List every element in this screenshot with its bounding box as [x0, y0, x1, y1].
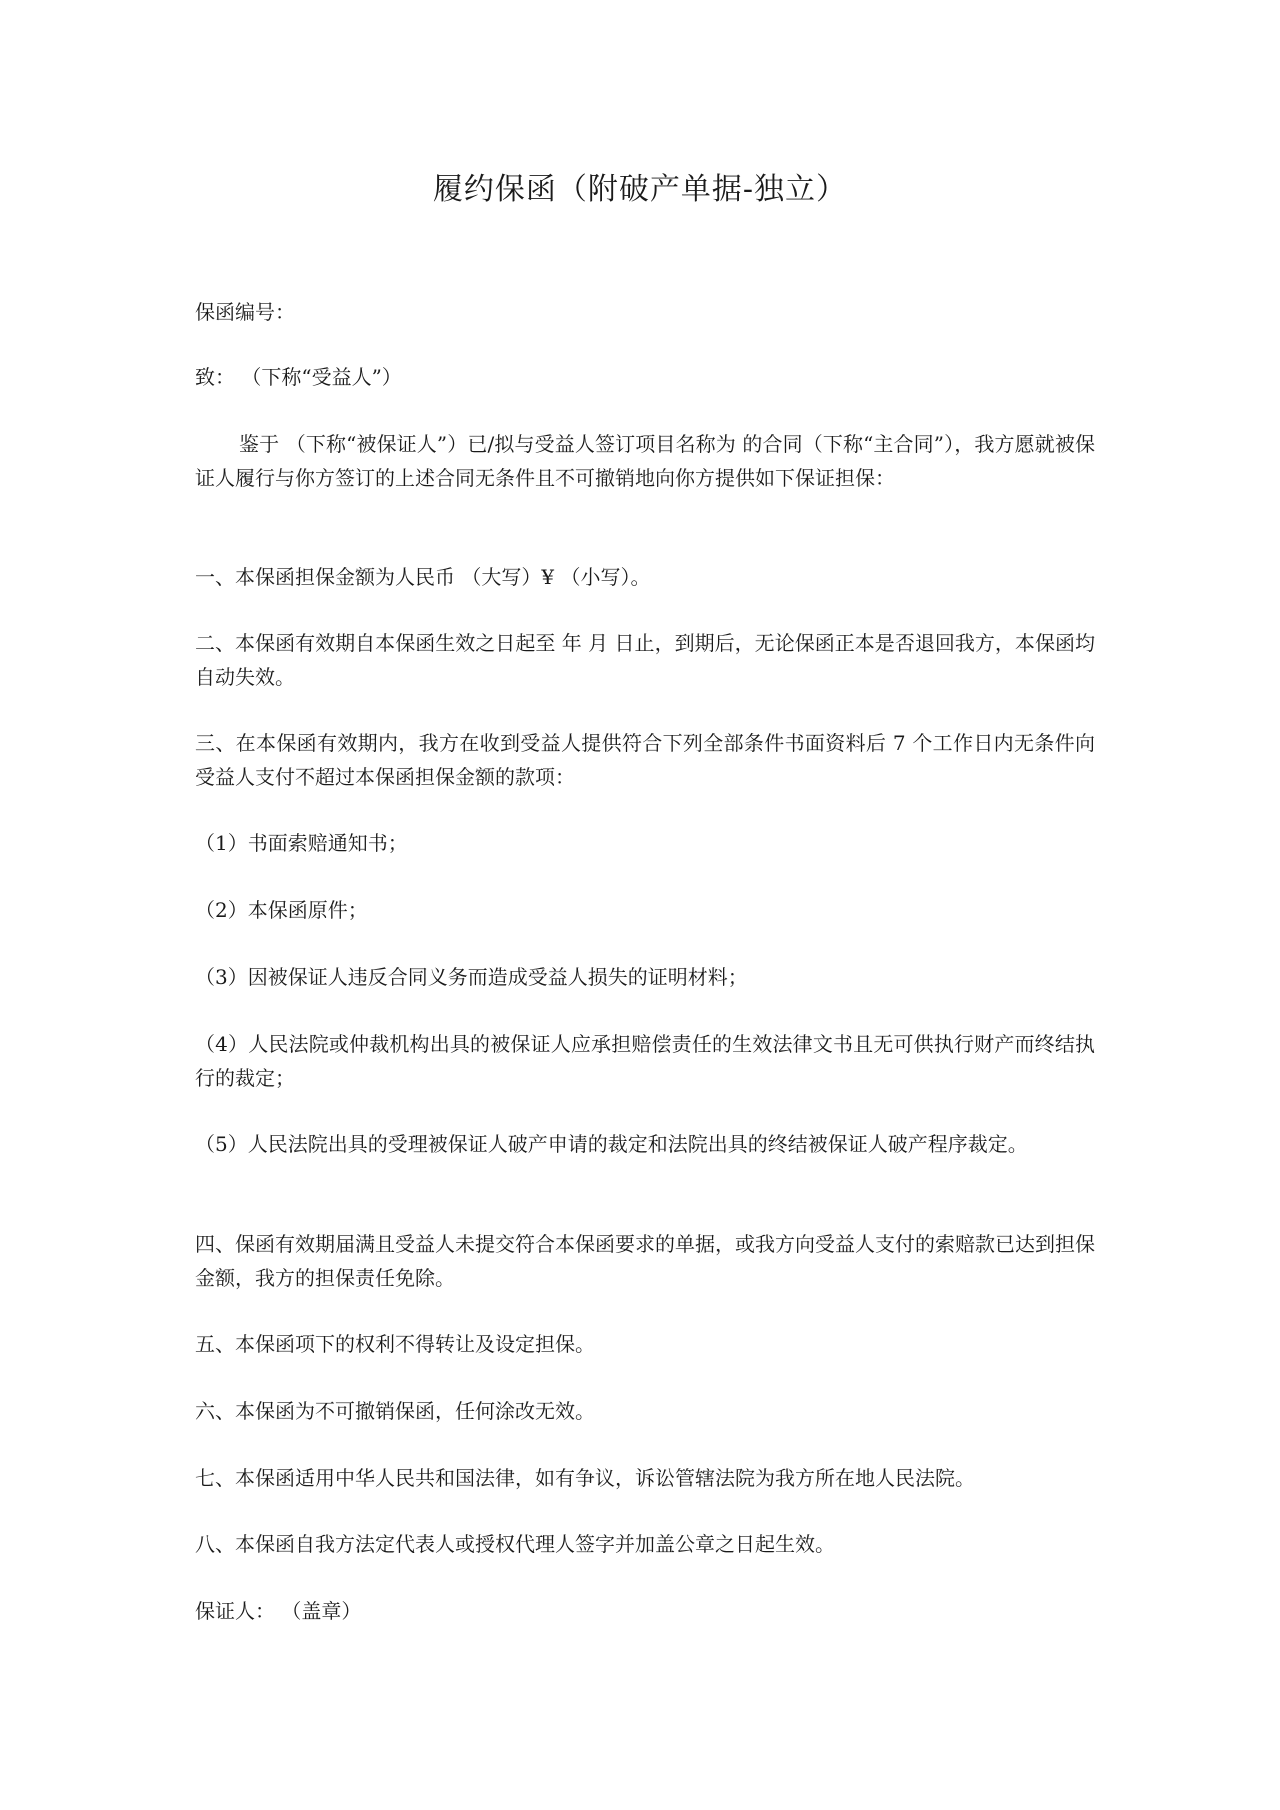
- clause-7: 七、本保函适用中华人民共和国法律，如有争议，诉讼管辖法院为我方所在地人民法院。: [195, 1466, 975, 1490]
- guarantor-line: 保证人： （盖章）: [195, 1599, 362, 1623]
- clause-8: 八、本保函自我方法定代表人或授权代理人签字并加盖公章之日起生效。: [195, 1532, 835, 1556]
- to-line: 致： （下称“受益人”）: [195, 365, 402, 389]
- clause-1: 一、本保函担保金额为人民币 （大写）¥ （小写）。: [195, 565, 651, 589]
- clause-3-item-5: （5）人民法院出具的受理被保证人破产申请的裁定和法院出具的终结被保证人破产程序裁定。: [195, 1132, 1028, 1156]
- clause-3: 三、在本保函有效期内，我方在收到受益人提供符合下列全部条件书面资料后 7 个工作日内无条件向受益人支付不超过本保函担保金额的款项：: [195, 731, 1095, 789]
- clause-4: 四、保函有效期届满且受益人未提交符合本保函要求的单据，或我方向受益人支付的索赔款已达到担保金额，我方的担保责任免除。: [195, 1232, 1095, 1290]
- clause-3-item-2: （2）本保函原件；: [195, 898, 368, 922]
- clause-3-item-3: （3）因被保证人违反合同义务而造成受益人损失的证明材料；: [195, 965, 748, 989]
- clause-3-item-1: （1）书面索赔通知书；: [195, 831, 408, 855]
- document-title: 履约保函（附破产单据-独立）: [432, 172, 848, 207]
- clause-6: 六、本保函为不可撤销保函，任何涂改无效。: [195, 1399, 595, 1423]
- preamble-paragraph: 鉴于 （下称“被保证人”）已/拟与受益人签订项目名称为 的合同（下称“主合同”），我方愿就被保证人履行与你方签订的上述合同无条件且不可撤销地向你方提供如下保证担保：: [195, 432, 1095, 490]
- clause-2: 二、本保函有效期自本保函生效之日起至 年 月 日止，到期后，无论保函正本是否退回我方，本保函均自动失效。: [195, 631, 1095, 689]
- clause-3-item-4: （4）人民法院或仲裁机构出具的被保证人应承担赔偿责任的生效法律文书且无可供执行财产而终结执行的裁定；: [195, 1032, 1095, 1090]
- guarantee-number-label: 保函编号：: [195, 300, 295, 324]
- clause-5: 五、本保函项下的权利不得转让及设定担保。: [195, 1332, 595, 1356]
